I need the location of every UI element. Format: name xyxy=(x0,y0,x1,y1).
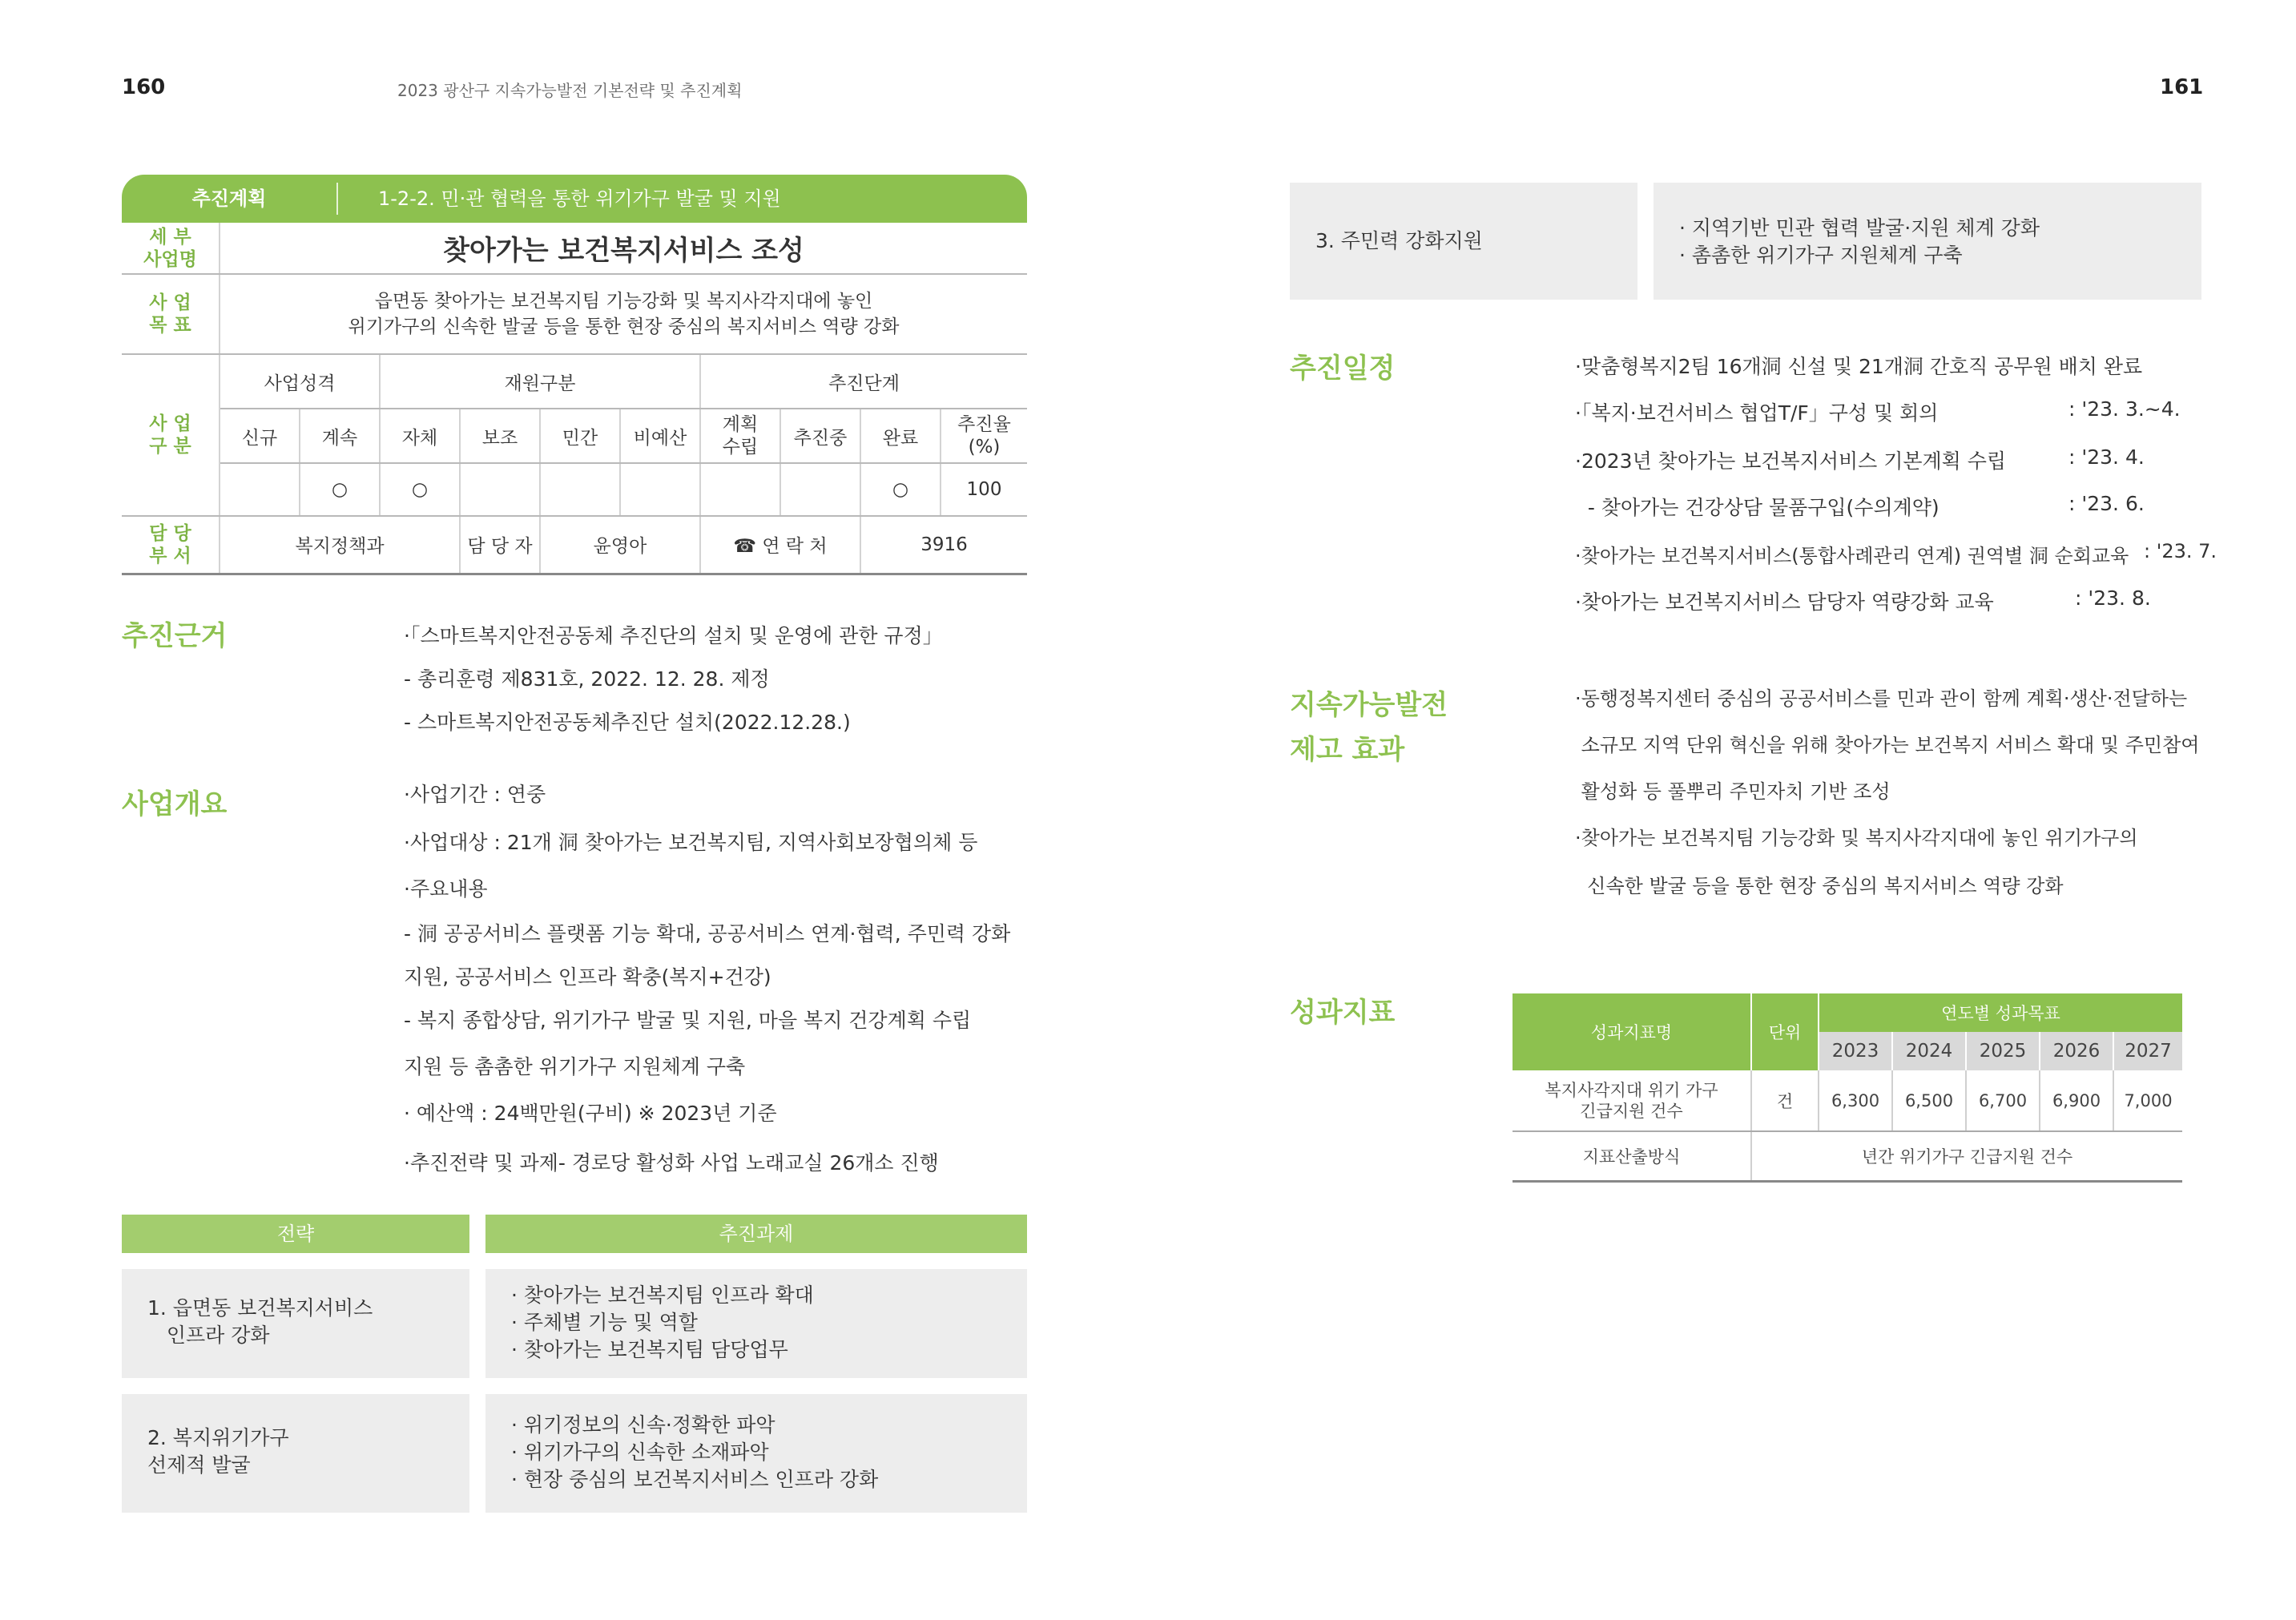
manager-label: 담 당 자 xyxy=(460,516,540,574)
sub-header: 계속 xyxy=(300,409,380,463)
schedule-date: : '23. 7. xyxy=(2144,540,2217,562)
group-header-nature: 사업성격 xyxy=(220,354,380,409)
col-yearly-targets: 연도별 성과목표 xyxy=(1819,993,2182,1032)
list-item: ·「스마트복지안전공동체 추진단의 설치 및 운영에 관한 규정」 xyxy=(404,624,943,647)
dept-label: 담 당 부 서 xyxy=(122,516,220,574)
schedule-item: ·2023년 찾아가는 보건복지서비스 기본계획 수립 xyxy=(1575,449,2007,473)
col-indicator-name: 성과지표명 xyxy=(1513,993,1751,1070)
detail-value: 찾아가는 보건복지서비스 조성 xyxy=(220,223,1027,274)
contact-value: 3916 xyxy=(860,516,1027,574)
indicator-name: 복지사각지대 위기 가구 긴급지원 건수 xyxy=(1513,1070,1751,1131)
schedule-item: - 찾아가는 건강상담 물품구입(수의계약) xyxy=(1575,496,1940,519)
group-header-funding: 재원구분 xyxy=(380,354,700,409)
effect-line: 소규모 지역 단위 혁신을 위해 찾아가는 보건복지 서비스 확대 및 주민참여 xyxy=(1575,734,2200,756)
strategy-header: 전략 xyxy=(122,1215,469,1253)
list-item: ·사업대상 : 21개 洞 찾아가는 보건복지팀, 지역사회보장협의체 등 xyxy=(404,831,978,854)
method-value: 년간 위기가구 긴급지원 건수 xyxy=(1751,1131,2182,1181)
sub-header: 추진중 xyxy=(780,409,860,463)
sub-header: 추진율 (%) xyxy=(941,409,1027,463)
sub-header: 계획 수립 xyxy=(700,409,780,463)
tasks-cell: · 위기정보의 신속·정확한 파악 · 위기가구의 신속한 소재파악 · 현장 중심의 보건복지서비스 인프라 강화 xyxy=(485,1394,1027,1513)
sub-value: ○ xyxy=(300,463,380,516)
schedule-item: ·맞춤형복지2팀 16개洞 신설 및 21개洞 간호직 공무원 배치 완료 xyxy=(1575,355,2143,378)
sub-value: ○ xyxy=(860,463,941,516)
indicator-unit: 건 xyxy=(1751,1070,1819,1131)
schedule-item: ·찾아가는 보건복지서비스(통합사례관리 연계) 권역별 洞 순회교육 xyxy=(1575,545,2129,567)
year-header: 2024 xyxy=(1892,1032,1966,1070)
schedule-heading: 추진일정 xyxy=(1290,353,1396,385)
phone-icon: ☎ xyxy=(733,536,757,558)
group-header-stage: 추진단계 xyxy=(700,354,1027,409)
plan-label: 추진계획 xyxy=(191,187,267,210)
schedule-date: : '23. 6. xyxy=(2068,492,2145,515)
list-item: · 예산액 : 24백만원(구비) ※ 2023년 기준 xyxy=(404,1102,777,1125)
schedule-date: : '23. 8. xyxy=(2075,586,2151,610)
detail-label: 세 부 사업명 xyxy=(122,223,220,274)
tasks-cell: · 찾아가는 보건복지팀 인프라 확대 · 주체별 기능 및 역할 · 찾아가는 보건복지팀 담당업무 xyxy=(485,1269,1027,1378)
sub-value xyxy=(540,463,620,516)
list-item: ·주요내용 xyxy=(404,877,488,901)
running-header: 2023 광산구 지속가능발전 기본전략 및 추진계획 xyxy=(397,81,743,100)
effect-line: 신속한 발굴 등을 통한 현장 중심의 복지서비스 역량 강화 xyxy=(1575,875,2064,897)
year-header: 2026 xyxy=(2040,1032,2113,1070)
right-page-number: 161 xyxy=(2160,75,2204,99)
schedule-item: ·찾아가는 보건복지서비스 담당자 역량강화 교육 xyxy=(1575,590,1994,614)
schedule-date: : '23. 3.~4. xyxy=(2068,397,2181,421)
list-item: 지원, 공공서비스 인프라 확충(복지+건강) xyxy=(404,965,771,989)
sub-value: ○ xyxy=(380,463,460,516)
sub-header: 보조 xyxy=(460,409,540,463)
overview-table xyxy=(122,223,1027,575)
target-value: 6,300 xyxy=(1819,1070,1892,1131)
sub-value xyxy=(780,463,860,516)
sub-value xyxy=(460,463,540,516)
sub-value: 100 xyxy=(941,463,1027,516)
goal-label: 사 업 목 표 xyxy=(122,274,220,354)
sub-value xyxy=(220,463,300,516)
target-value: 6,900 xyxy=(2040,1070,2113,1131)
schedule-date: : '23. 4. xyxy=(2068,445,2145,469)
manager-value: 윤영아 xyxy=(540,516,700,574)
sub-value xyxy=(620,463,700,516)
sub-header: 완료 xyxy=(860,409,941,463)
overview-header xyxy=(122,175,1027,223)
performance-table xyxy=(1513,993,2182,1183)
strategy-cell: 3. 주민력 강화지원 xyxy=(1290,183,1637,300)
sub-header: 비예산 xyxy=(620,409,700,463)
list-item: - 洞 공공서비스 플랫폼 기능 확대, 공공서비스 연계·협력, 주민력 강화 xyxy=(404,922,1011,945)
strategy-cell: 1. 읍면동 보건복지서비스 인프라 강화 xyxy=(122,1269,469,1378)
effect-line: ·동행정복지센터 중심의 공공서비스를 민과 관이 함께 계획·생산·전달하는 xyxy=(1575,687,2188,710)
effect-line: 활성화 등 풀뿌리 주민자치 기반 조성 xyxy=(1575,780,1891,803)
tasks-header: 추진과제 xyxy=(485,1215,1027,1253)
summary-heading: 사업개요 xyxy=(122,788,228,820)
list-item: - 총리훈령 제831호, 2022. 12. 28. 제정 xyxy=(404,667,770,691)
list-item: ·사업기간 : 연중 xyxy=(404,783,546,806)
year-header: 2025 xyxy=(1966,1032,2040,1070)
list-item: - 복지 종합상담, 위기가구 발굴 및 지원, 마을 복지 건강계획 수립 xyxy=(404,1009,972,1032)
list-item: - 스마트복지안전공동체추진단 설치(2022.12.28.) xyxy=(404,711,851,734)
list-item: 지원 등 촘촘한 위기가구 지원체계 구축 xyxy=(404,1055,746,1078)
plan-title: 1-2-2. 민·관 협력을 통한 위기가구 발굴 및 지원 xyxy=(378,187,781,210)
contact-label-cell: ☎ 연 락 처 xyxy=(700,516,860,574)
header-divider xyxy=(336,183,338,215)
effect-line: ·찾아가는 보건복지팀 기능강화 및 복지사각지대에 놓인 위기가구의 xyxy=(1575,827,2138,849)
sub-header: 자체 xyxy=(380,409,460,463)
effect-heading: 지속가능발전 제고 효과 xyxy=(1290,689,1448,766)
sub-header: 민간 xyxy=(540,409,620,463)
performance-heading: 성과지표 xyxy=(1290,997,1396,1029)
goal-value: 읍면동 찾아가는 보건복지팀 기능강화 및 복지사각지대에 놓인 위기가구의 신속한 발굴 등을 통한 현장 중심의 복지서비스 역량 강화 xyxy=(220,274,1027,354)
target-value: 6,700 xyxy=(1966,1070,2040,1131)
basis-heading: 추진근거 xyxy=(122,620,228,652)
left-page-number: 160 xyxy=(122,75,166,99)
tasks-cell: · 지역기반 민관 협력 발굴·지원 체계 강화 · 촘촘한 위기가구 지원체계 구축 xyxy=(1654,183,2201,300)
dept-value: 복지정책과 xyxy=(220,516,460,574)
target-value: 6,500 xyxy=(1892,1070,1966,1131)
method-label: 지표산출방식 xyxy=(1513,1131,1751,1181)
sub-header: 신규 xyxy=(220,409,300,463)
strategy-cell: 2. 복지위기가구 선제적 발굴 xyxy=(122,1394,469,1513)
target-value: 7,000 xyxy=(2113,1070,2182,1131)
year-header: 2027 xyxy=(2113,1032,2182,1070)
schedule-item: ·「복지·보건서비스 협업T/F」구성 및 회의 xyxy=(1575,401,1939,425)
sub-value xyxy=(700,463,780,516)
category-label: 사 업 구 분 xyxy=(122,354,220,516)
col-unit: 단위 xyxy=(1751,993,1819,1070)
year-header: 2023 xyxy=(1819,1032,1892,1070)
list-item: ·추진전략 및 과제- 경로당 활성화 사업 노래교실 26개소 진행 xyxy=(404,1151,939,1175)
